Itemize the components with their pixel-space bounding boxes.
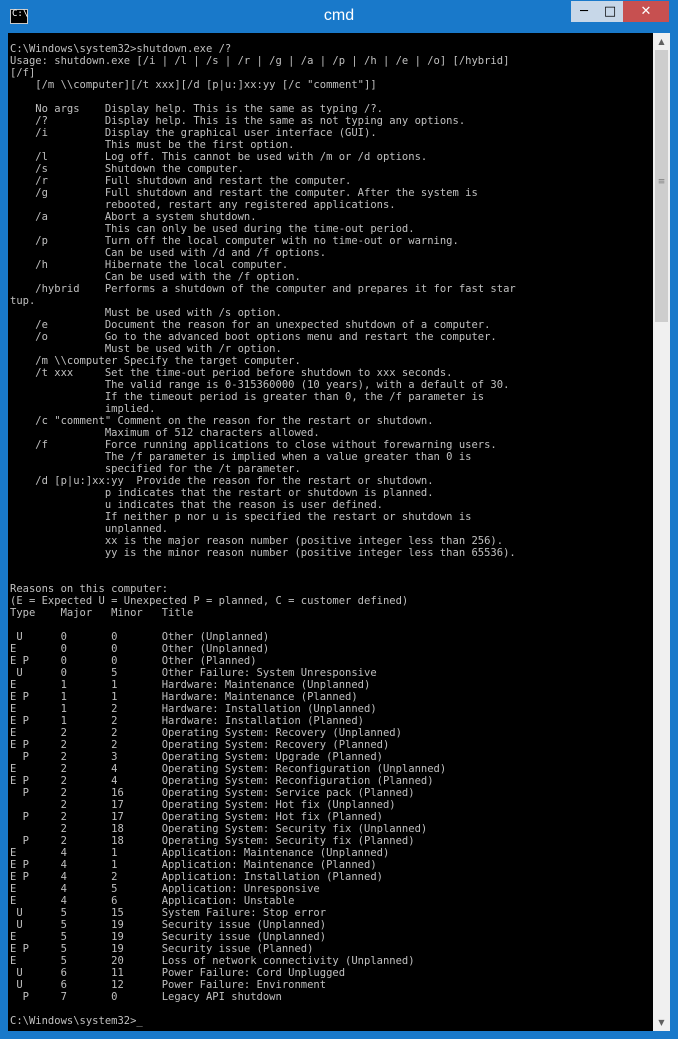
console-line: /hybrid Performs a shutdown of the computer and prepares it for fast star: [10, 283, 516, 295]
console-line: /o Go to the advanced boot options menu and restart the computer.: [10, 331, 497, 343]
console-line: [/f]: [10, 67, 36, 79]
console-line: E P 1 1 Hardware: Maintenance (Planned): [10, 691, 358, 703]
console-line: [10, 619, 650, 631]
console-line: E 1 2 Hardware: Installation (Unplanned): [10, 703, 377, 715]
console-line: /h Hibernate the local computer.: [10, 259, 289, 271]
console-line: E 2 4 Operating System: Reconfiguration (Unplanned): [10, 763, 447, 775]
console-line: (E = Expected U = Unexpected P = planned, C = customer defined): [10, 595, 409, 607]
console-line: P 2 17 Operating System: Hot fix (Planned): [10, 811, 383, 823]
console-line: This must be the first option.: [10, 139, 295, 151]
console-line: [10, 571, 650, 583]
console-line: 2 17 Operating System: Hot fix (Unplanned): [10, 799, 396, 811]
console-line: u indicates that the reason is user defined.: [10, 499, 383, 511]
console-line: /i Display the graphical user interface (GUI).: [10, 127, 377, 139]
console-line: Usage: shutdown.exe [/i | /l | /s | /r | /g | /a | /p | /h | /e | /o] [/hybrid]: [10, 55, 510, 67]
console-line: Can be used with /d and /f options.: [10, 247, 327, 259]
console-line: E 5 20 Loss of network connectivity (Unplanned): [10, 955, 415, 967]
console-line: The /f parameter is implied when a value greater than 0 is: [10, 451, 472, 463]
console-line: E 4 6 Application: Unstable: [10, 895, 295, 907]
console-line: E 0 0 Other (Unplanned): [10, 643, 270, 655]
console-line: Reasons on this computer:: [10, 583, 169, 595]
console-line: E 1 1 Hardware: Maintenance (Unplanned): [10, 679, 371, 691]
console-line: E 2 2 Operating System: Recovery (Unplanned): [10, 727, 402, 739]
console-line: /m \\computer Specify the target computer.: [10, 355, 301, 367]
title-bar[interactable]: [1, 1, 677, 33]
scrollbar-thumb[interactable]: [655, 50, 668, 322]
console-line: P 7 0 Legacy API shutdown: [10, 991, 282, 1003]
console-line: U 5 19 Security issue (Unplanned): [10, 919, 327, 931]
console-line: No args Display help. This is the same as typing /?.: [10, 103, 383, 115]
console-line: yy is the minor reason number (positive integer less than 65536).: [10, 547, 516, 559]
console-line: /p Turn off the local computer with no time-out or warning.: [10, 235, 459, 247]
console-line: E P 2 2 Operating System: Recovery (Planned): [10, 739, 390, 751]
console-line: Must be used with /r option.: [10, 343, 282, 355]
console-line: rebooted, restart any registered applications.: [10, 199, 396, 211]
console-output[interactable]: [10, 43, 650, 1028]
console-line: p indicates that the restart or shutdown is planned.: [10, 487, 434, 499]
console-line: 2 18 Operating System: Security fix (Unplanned): [10, 823, 428, 835]
console-line: /r Full shutdown and restart the computer.: [10, 175, 352, 187]
console-line: C:\Windows\system32>shutdown.exe /?: [10, 43, 232, 55]
console-line: If the timeout period is greater than 0, the /f parameter is: [10, 391, 485, 403]
console-line: specified for the /t parameter.: [10, 463, 301, 475]
console-line: /t xxx Set the time-out period before shutdown to xxx seconds.: [10, 367, 453, 379]
console-line: [10, 559, 650, 571]
console-line: [10, 91, 650, 103]
console-line: unplanned.: [10, 523, 169, 535]
console-line: [10, 1003, 650, 1015]
console-line: /f Force running applications to close without forewarning users.: [10, 439, 497, 451]
minimize-button[interactable]: ─: [571, 1, 597, 22]
console-line: Maximum of 512 characters allowed.: [10, 427, 320, 439]
console-line: Can be used with the /f option.: [10, 271, 301, 283]
console-line: P 2 18 Operating System: Security fix (Planned): [10, 835, 415, 847]
console-line: E P 1 2 Hardware: Installation (Planned): [10, 715, 365, 727]
console-line: E P 5 19 Security issue (Planned): [10, 943, 314, 955]
console-line: E P 0 0 Other (Planned): [10, 655, 257, 667]
console-line: U 5 15 System Failure: Stop error: [10, 907, 327, 919]
console-line: E 5 19 Security issue (Unplanned): [10, 931, 327, 943]
console-line: C:\Windows\system32>_: [10, 1015, 143, 1027]
console-line: P 2 16 Operating System: Service pack (Planned): [10, 787, 415, 799]
scrollbar-grip-icon: ≡: [657, 177, 666, 187]
window-title: cmd: [323, 7, 355, 24]
console-line: U 0 0 Other (Unplanned): [10, 631, 270, 643]
close-button[interactable]: ✕: [623, 1, 669, 22]
console-line: U 6 12 Power Failure: Environment: [10, 979, 327, 991]
console-line: /? Display help. This is the same as not typing any options.: [10, 115, 466, 127]
console-line: /g Full shutdown and restart the computer. After the system is: [10, 187, 478, 199]
console-line: E P 4 2 Application: Installation (Planned): [10, 871, 383, 883]
console-line: E P 2 4 Operating System: Reconfiguration (Planned): [10, 775, 434, 787]
maximize-button[interactable]: □: [597, 1, 623, 22]
console-line: /d [p|u:]xx:yy Provide the reason for the restart or shutdown.: [10, 475, 434, 487]
cmd-icon-glyph: C:\: [12, 9, 29, 19]
console-line: /a Abort a system shutdown.: [10, 211, 257, 223]
console-line: tup.: [10, 295, 36, 307]
console-line: implied.: [10, 403, 156, 415]
console-client-area[interactable]: [8, 33, 670, 1031]
console-line: E P 4 1 Application: Maintenance (Planned): [10, 859, 377, 871]
console-line: This can only be used during the time-out period.: [10, 223, 415, 235]
console-line: [/m \\computer][/t xxx][/d [p|u:]xx:yy [/c "comment"]]: [10, 79, 377, 91]
scroll-up-arrow-icon[interactable]: ▲: [658, 37, 665, 46]
console-line: U 6 11 Power Failure: Cord Unplugged: [10, 967, 346, 979]
console-line: E 4 5 Application: Unresponsive: [10, 883, 320, 895]
console-line: xx is the major reason number (positive integer less than 256).: [10, 535, 504, 547]
scroll-down-arrow-icon[interactable]: ▼: [658, 1018, 665, 1027]
console-line: /c "comment" Comment on the reason for the restart or shutdown.: [10, 415, 434, 427]
console-line: The valid range is 0-315360000 (10 years), with a default of 30.: [10, 379, 510, 391]
console-line: If neither p nor u is specified the restart or shutdown is: [10, 511, 472, 523]
console-line: Must be used with /s option.: [10, 307, 282, 319]
console-line: P 2 3 Operating System: Upgrade (Planned): [10, 751, 383, 763]
console-line: /e Document the reason for an unexpected shutdown of a computer.: [10, 319, 491, 331]
console-line: Type Major Minor Title: [10, 607, 194, 619]
console-line: U 0 5 Other Failure: System Unresponsive: [10, 667, 377, 679]
console-line: /s Shutdown the computer.: [10, 163, 244, 175]
console-line: /l Log off. This cannot be used with /m or /d options.: [10, 151, 428, 163]
console-line: E 4 1 Application: Maintenance (Unplanned): [10, 847, 390, 859]
vertical-scrollbar[interactable]: [653, 33, 670, 1031]
